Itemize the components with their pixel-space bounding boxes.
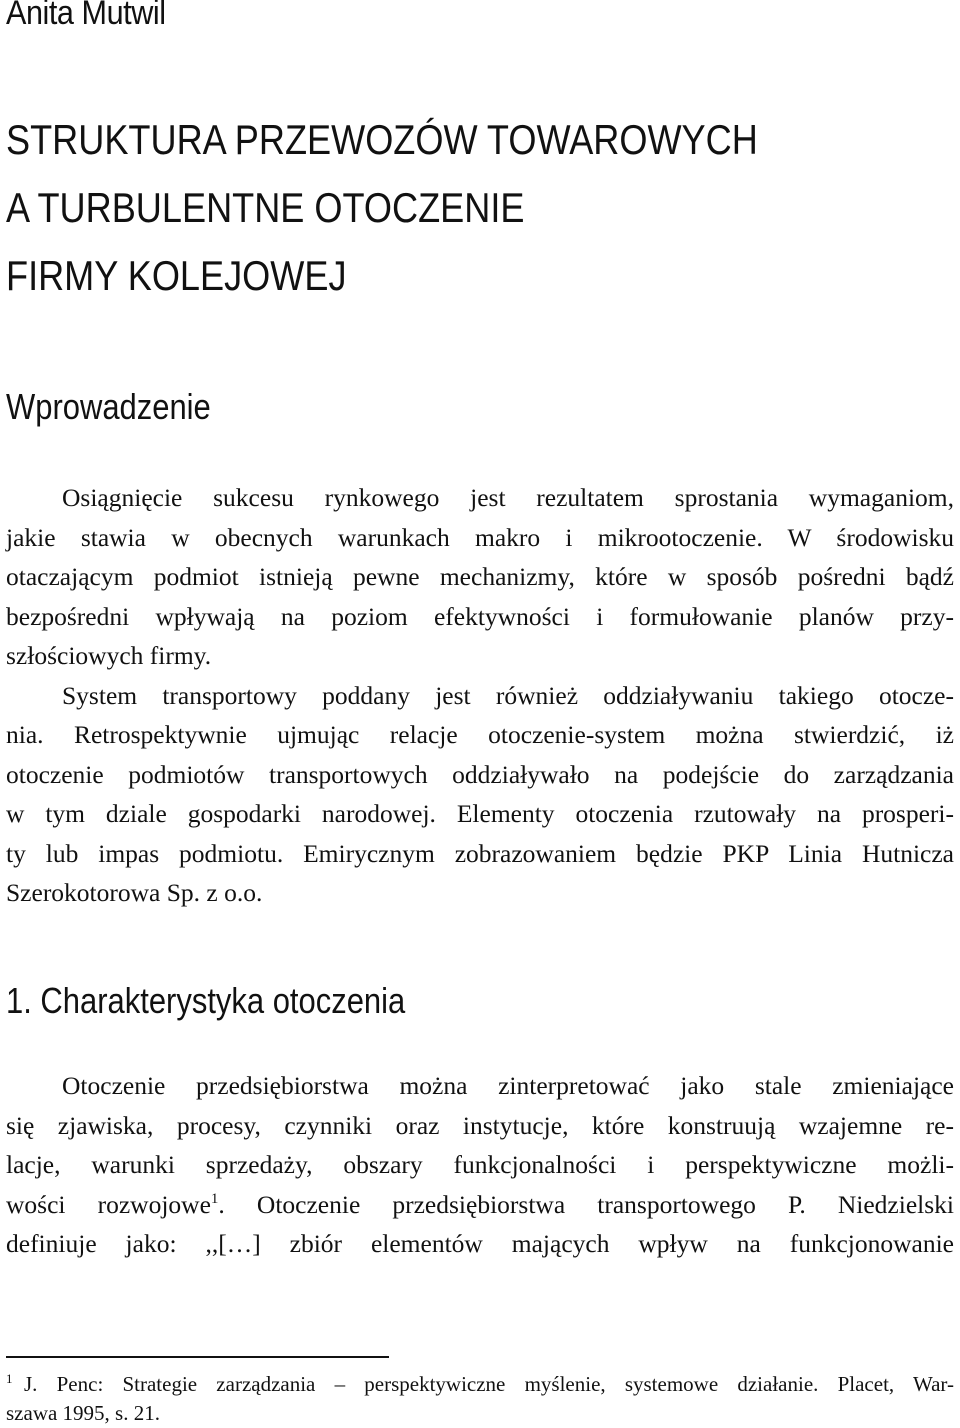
text-line: Osiągnięcie sukcesu rynkowego jest rezultatem sprostania wymaganiom, xyxy=(62,483,954,512)
title-line: STRUKTURA PRZEWOZÓW TOWAROWYCH xyxy=(6,116,758,163)
section-heading-characteristics: 1. Charakterystyka otoczenia xyxy=(6,980,406,1021)
text-line: System transportowy poddany jest również oddziaływaniu takiego otocze- xyxy=(62,680,954,710)
text-fragment: . Otoczenie przedsiębiorstwa transportowego P. Niedzielski xyxy=(218,1189,954,1219)
text-fragment: wości rozwojowe xyxy=(6,1189,211,1219)
footnote-number: 1 xyxy=(6,1371,13,1386)
author-name: Anita Mutwil xyxy=(6,0,166,32)
text-line: otoczenie podmiotów transportowych oddziaływało na podejście do zarządzania xyxy=(6,759,954,789)
text-line: Szerokotorowa Sp. z o.o. xyxy=(6,878,263,907)
footnote xyxy=(6,1370,954,1428)
text-line: ty lub impas podmiotu. Emirycznym zobrazowaniem będzie PKP Linia Hutnicza xyxy=(6,838,954,868)
text-line: szłościowych firmy. xyxy=(6,641,212,670)
text-line-with-footnote-ref xyxy=(6,1185,954,1225)
footnote-divider xyxy=(6,1356,389,1358)
text-line: się zjawiska, procesy, czynniki oraz instytucje, które konstruują wzajemne re- xyxy=(6,1110,954,1140)
section-heading-introduction: Wprowadzenie xyxy=(6,386,211,427)
footnote-line: szawa 1995, s. 21. xyxy=(6,1401,160,1425)
paper-title xyxy=(6,106,758,310)
text-line: Otoczenie przedsiębiorstwa można zinterpretować jako stale zmieniające xyxy=(62,1071,954,1100)
text-line: jakie stawia w obecnych warunkach makro i mikrootoczenie. W środowisku xyxy=(6,522,954,552)
text-line: lacje, warunki sprzedaży, obszary funkcjonalności i perspektywiczne możli- xyxy=(6,1150,954,1179)
footnote-line: J. Penc: Strategie zarządzania – perspektywiczne myślenie, systemowe działanie. Placet, War- xyxy=(24,1372,954,1396)
title-line: A TURBULENTNE OTOCZENIE xyxy=(6,184,525,231)
text-line: otaczającym podmiot istnieją pewne mechanizmy, które w sposób pośredni bądź xyxy=(6,562,954,591)
title-line: FIRMY KOLEJOWEJ xyxy=(6,252,347,299)
text-line: nia. Retrospektywnie ujmując relacje otoczenie-system można stwierdzić, iż xyxy=(6,720,954,749)
introduction-text xyxy=(6,478,954,913)
section-1-text xyxy=(6,1066,954,1264)
text-line: w tym dziale gospodarki narodowej. Elementy otoczenia rzutowały na prosperi- xyxy=(6,799,954,828)
text-line: definiuje jako: ,,[…] zbiór elementów mających wpływ na funkcjonowanie xyxy=(6,1229,954,1258)
footnote-reference: 1 xyxy=(210,1190,219,1207)
text-line: bezpośredni wpływają na poziom efektywności i formułowanie planów przy- xyxy=(6,601,954,631)
